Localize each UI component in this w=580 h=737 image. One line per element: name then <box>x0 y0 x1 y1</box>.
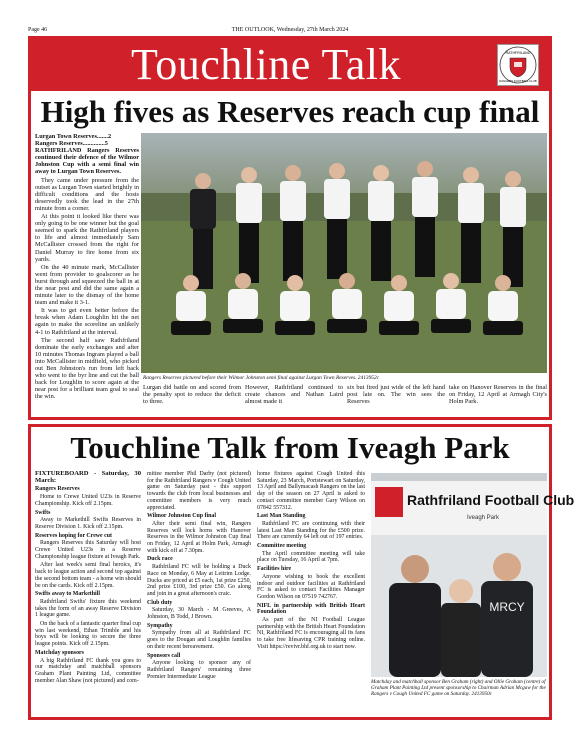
note-heading: Rangers Reserves <box>35 486 80 493</box>
note-heading: Club duty <box>147 599 173 606</box>
story-intro: RATHFRILAND Rangers Reserves continued their defence of the Wilmor Johnston Cup with a semi final win away to Lurgan Town Reserves. <box>35 147 139 176</box>
page-number: Page 46 <box>28 27 48 33</box>
score-line: Rangers Reserves..............5 <box>35 140 108 148</box>
sign-ground-name: Iveagh Park <box>467 515 500 521</box>
story-bottom-column: However, Rathfriland continued to create chances and Nathan Laird almost made it <box>245 384 343 406</box>
note-heading: Swifts away to Markethill <box>35 591 100 598</box>
sponsor-photo-illustration <box>371 473 575 677</box>
note-paragraph: mittee member Phil Darby (not pictured) for the Rathfriland Rangers v Cough United game on Saturday past - this support towards the club from local businesses and committee members is very much appreciated. <box>147 471 251 511</box>
note-heading: Duck race <box>147 556 173 563</box>
note-paragraph: After last week's semi final heroics, it's back to league action and second top against the second bottom team - a home win should be on the cards. Kick off 2.15pm. <box>35 562 141 589</box>
note-paragraph: Rathfriland FC will be holding a Duck Race on Monday, 6 May at Leitrim Lodge. Ducks are priced at £5 each, 1st prize £250, 2nd prize £100, 3rd prize £50. Go along and join in a great afternoon's craic. <box>147 564 251 597</box>
note-paragraph: As part of the NI Football League partnership with the British Heart Foundation NI, Rathfriland FC is encouraging all its fans to take free lifesaving CPR training online. Visit https://revivr.bhf.org.uk to start now. <box>257 617 365 650</box>
story-bottom-column: Lurgan did battle on and scored from the penalty spot to reduce the deficit to three. <box>143 384 241 406</box>
note-heading: Committee meeting <box>257 543 307 550</box>
note-heading: Reserves hoping for Crewe cut <box>35 532 113 539</box>
note-paragraph: Anyone wishing to book the excellent indoor and outdoor facilities at Rathfriland FC is asked to contact Facilities Manager Gordon Wilson on 07519 742767. <box>257 573 365 600</box>
story-headline: High fives as Reserves reach cup final <box>40 94 540 129</box>
section-title: Touchline Talk <box>130 40 402 89</box>
story-bottom-column: take on Hanover Reserves in the final on Friday, 12 April at Armagh City's Holm Park. <box>449 384 547 406</box>
note-paragraph: Rathfriland FC are continuing with their latest Last Man Standing for the £500 prize. There are currently 64 left out of 197 entries. <box>257 520 365 541</box>
story-paragraph: It was to get even better before the break when Adam Loughlin hit the net again to make the scoreline an unlikely 4-1 to Rathfriland at the interval. <box>35 307 139 336</box>
note-paragraph: Anyone looking to sponsor any of Rathfriland Rangers' remaining three Premier Intermediate League <box>147 660 251 680</box>
club-crest <box>497 44 539 86</box>
note-paragraph: On the back of a fantastic quarter final cup win last weekend, Ethan Trimble and his boys will be looking to secure the three league points. Kick off 2.15pm. <box>35 621 141 648</box>
note-paragraph: home fixtures against Coagh United this Saturday, 23 March, Portstewart on Saturday, 13 April and Ballymacash Rangers on the last day of the season on 27 April is asked to contact committee member Gary Wilson on 07842 557312. <box>257 471 365 511</box>
note-heading: Matchday sponsors <box>35 649 84 656</box>
note-heading: Swifts <box>35 509 51 516</box>
note-paragraph: Saturday, 30 March - M Greeves, A Johnston, B Todd, J Brown. <box>147 607 251 621</box>
story-paragraph: They came under pressure from the outset as Lurgan Town started brightly in difficult conditions and the hosts deservedly took the lead in the 27th minute from a corner. <box>35 176 139 212</box>
note-heading: Last Man Standing <box>257 513 306 520</box>
fixtureboard-heading: FIXTUREBOARD - Saturday, 30 March: <box>35 470 141 484</box>
photo-caption: Rangers Reserves pictured before their Wilmor Johnston semi final against Lurgan Town Reserves. 2413952c <box>143 375 380 381</box>
photo-caption: Matchday and matchball sponsor Ben Graham (right) and Ollie Graham (centre) of Graham Plant Painting Ltd present sponsorship to Chairman Adrian Mcgaw for the Rangers v Cough United FC game on Saturday. 2413950c <box>371 679 546 698</box>
story-paragraph: On the 40 minute mark, McCallister went from provider to goalscorer as he burst through and squeezed the ball in at the near post and did the same again a minute later to the dismay of the home team and make it 3-1. <box>35 263 139 307</box>
crest-text-top: RATHFRILAND <box>505 51 531 55</box>
notes-column-2 <box>147 471 251 717</box>
sponsor-photo <box>371 473 575 677</box>
note-heading: Wilmor Johnston Cup final <box>147 513 217 520</box>
section-banner <box>31 39 549 91</box>
story-bottom-column: six but fired just wide of the left hand post late on. The win sees the Reserves <box>347 384 445 406</box>
note-paragraph: Sympathy from all at Rathfriland FC goes to the Dougan and Loughlin families on their recent bereavement. <box>147 630 251 650</box>
shirt-lettering: MRCY <box>489 600 525 614</box>
sign-club-name: Rathfriland Football Club <box>407 492 575 508</box>
note-heading: Sponsors call <box>147 652 181 659</box>
note-heading: Sympathy <box>147 622 173 629</box>
team-photo <box>141 133 547 373</box>
note-paragraph: A big Rathfriland FC thank you goes to our matchday and matchball sponsors Graham Plant Painting Ltd, committee member Alan Shaw (not pictured) and com- <box>35 657 141 684</box>
story-paragraph: At this point it looked like there was only going to be one winner but the goal seemed to spark the Rathfriland players to life and almost immediately Sam McCallister crossed from the right for Daniel Murray to fire home from six yards. <box>35 213 139 263</box>
note-paragraph: After their semi final win, Rangers Reserves will lock horns with Hanover Reserves in the Wilmor Johnston Cup final on Friday, 12 April at Holm Park, Armagh with kick off at 7.30pm. <box>147 520 251 554</box>
article-iveagh-frame <box>28 424 575 720</box>
note-heading: Facilities hire <box>257 566 292 573</box>
notes-column-3 <box>257 471 365 717</box>
note-paragraph: The April committee meeting will take place on Tuesday, 16 April at 7pm. <box>257 550 365 564</box>
note-paragraph: Rangers Reserves this Saturday will host Crewe United U23s in a Reserve Championship league fixture at Iveagh Park. <box>35 540 141 560</box>
issue-date: THE OUTLOOK, Wednesday, 27th March 2024 <box>231 27 349 33</box>
team-photo-illustration <box>141 133 547 373</box>
note-paragraph: Home to Crewe United U23s in Reserve Championship. Kick off 2.15pm. <box>35 494 141 507</box>
article-reserves-frame <box>28 36 552 420</box>
story-paragraph: The second half saw Rathfriland dominate the early exchanges and after 10 minutes Thomas Ingram played a ball into McCallister in midfield, who picked out Ben Johnston's run from left back who went to the byr line and cut the ball back for Loughlin to score again at the near post for a brilliant team goal to seal the win. <box>35 336 139 401</box>
story-left-column <box>35 133 139 419</box>
score-line: Lurgan Town Reserves.......2 <box>35 133 112 140</box>
notes-column-1 <box>35 471 141 717</box>
crest-text-bottom: RANGERS FOOTBALL CLUB <box>499 79 537 83</box>
note-paragraph: Away to Markethill Swifts Reserves in Reserve Division 1. Kick off 2.15pm. <box>35 517 141 530</box>
note-heading: NIFL in partnership with British Heart Foundation <box>257 602 365 616</box>
note-paragraph: Rathfriland Swifts' fixture this weekend takes the form of an away Reserve Division 1 league game. <box>35 598 141 619</box>
story-headline: Touchline Talk from Iveagh Park <box>70 430 510 465</box>
